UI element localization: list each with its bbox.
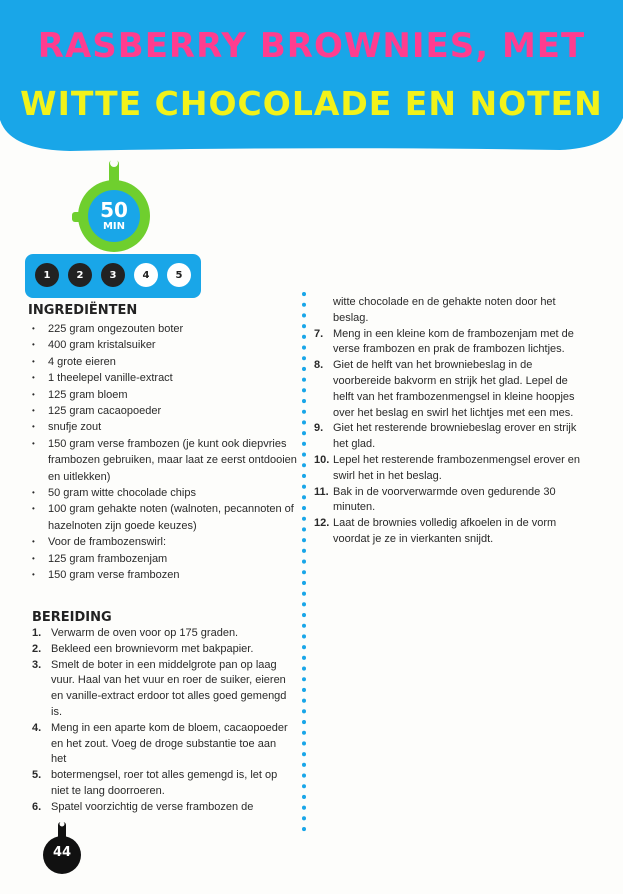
step-item: [32, 768, 294, 800]
ingredient-item: • 125 gram bloem: [32, 387, 300, 403]
step-number: 12.: [314, 517, 330, 530]
step-item: [314, 327, 586, 359]
dotted-divider-line: [301, 292, 307, 832]
step-text: Verwarm de oven voor op 175 graden.: [51, 627, 239, 639]
difficulty-level-4: 4: [134, 263, 158, 287]
ingredients-heading: INGREDIËNTEN: [28, 303, 138, 318]
step-number: 1.: [32, 627, 42, 639]
ingredient-item: • 50 gram witte chocolade chips: [32, 485, 300, 501]
step-text: Meng in een kleine kom de frambozenjam met de verse frambozen en prak de frambozen lichtjes.: [333, 327, 574, 356]
step-number: 9.: [314, 422, 324, 435]
ingredient-item: • 225 gram ongezouten boter: [32, 321, 300, 337]
difficulty-level-1: 1: [35, 263, 59, 287]
step-text: Smelt de boter in een middelgrote pan op laag vuur. Haal van het vuur en roer de suiker, eieren en vanille-extract erdoor tot alles goed gemengd is.: [51, 658, 287, 718]
step-item: [32, 626, 294, 642]
difficulty-level-3: 3: [101, 263, 125, 287]
step-number: 2.: [32, 642, 42, 655]
banner-background: [0, 0, 623, 152]
step-number: 3.: [32, 658, 42, 671]
step-text: Meng in een aparte kom de bloem, cacaopoeder en het zout. Voeg de droge substantie toe aan het: [51, 721, 288, 766]
ingredient-item: • 400 gram kristalsuiker: [32, 337, 300, 353]
ingredient-item: • 4 grote eieren: [32, 354, 300, 370]
step-text: Lepel het resterende frambozenmengsel erover en swirl het in het beslag.: [333, 453, 581, 482]
recipe-title-line1: RASBERRY BROWNIES, MET: [37, 26, 586, 66]
step-item: [32, 642, 294, 658]
step-number: 6.: [32, 800, 42, 813]
step-item: [32, 658, 294, 721]
difficulty-rating: [25, 254, 201, 298]
ingredient-item: • 125 gram frambozenjam: [32, 551, 300, 567]
column-divider: [301, 292, 307, 832]
page-number: 44: [52, 845, 72, 860]
step-number: 8.: [314, 359, 324, 372]
step-number: 4.: [32, 721, 42, 734]
step-item: [314, 485, 586, 517]
step-text: Laat de brownies volledig afkoelen in de vorm voordat je ze in vierkanten snijdt.: [333, 517, 557, 545]
ingredient-item: • Voor de frambozenswirl:: [32, 534, 300, 550]
ingredient-item: • 1 theelepel vanille-extract: [32, 370, 300, 386]
step-item: [32, 800, 294, 816]
step-text: Bak in de voorverwarmde oven gedurende 30 minuten.: [333, 485, 556, 514]
ingredient-item: • 150 gram verse frambozen: [32, 567, 300, 583]
step-item: [32, 721, 294, 768]
difficulty-level-5: 5: [167, 263, 191, 287]
ingredients-list: [32, 321, 300, 584]
cooking-time-badge: [72, 158, 156, 252]
ingredient-item: • snufje zout: [32, 419, 300, 435]
step-number: 10.: [314, 453, 330, 466]
preparation-heading: BEREIDING: [32, 610, 112, 625]
ingredient-item: • 150 gram verse frambozen (je kunt ook diepvries frambozen gebruiken, maar laat ze eerst ontdooien en uitlekken): [32, 436, 300, 485]
steps-list-right: [314, 295, 586, 548]
step-text: Giet het resterende browniebeslag erover en strijk het glad.: [333, 422, 577, 451]
step-text: Giet de helft van het browniebeslag in de voorbereide bakvorm en strijk het glad. Lepel de helft van het frambozenmengsel in kleine hoopjes over het beslag en swirl het lichtjes met een mes.: [333, 359, 575, 419]
page-number-badge: [40, 822, 84, 876]
cooking-time-value: 50: [100, 198, 128, 222]
title-banner: [0, 0, 623, 152]
step-text: Spatel voorzichtig de verse frambozen de: [51, 800, 254, 813]
cooking-time-unit: MIN: [102, 221, 126, 232]
step-text: botermengsel, roer tot alles gemengd is, let op niet te lang doorroeren.: [51, 769, 278, 797]
step-item: [314, 421, 586, 453]
step-item: [314, 516, 586, 548]
step-continuation: witte chocolade en de gehakte noten door het beslag.: [333, 296, 556, 324]
ingredient-item: • 100 gram gehakte noten (walnoten, pecannoten of hazelnoten zijn goede keuzes): [32, 501, 300, 534]
step-number: 11.: [314, 485, 329, 498]
steps-list-left: [32, 626, 294, 816]
step-item: [314, 358, 586, 421]
ingredient-item: • 125 gram cacaopoeder: [32, 403, 300, 419]
step-number: 5.: [32, 769, 42, 782]
step-number: 7.: [314, 327, 324, 340]
difficulty-level-2: 2: [68, 263, 92, 287]
recipe-title-line2: WITTE CHOCOLADE EN NOTEN: [20, 84, 603, 123]
step-item: [314, 453, 586, 485]
step-text: Bekleed een brownievorm met bakpapier.: [51, 642, 254, 655]
